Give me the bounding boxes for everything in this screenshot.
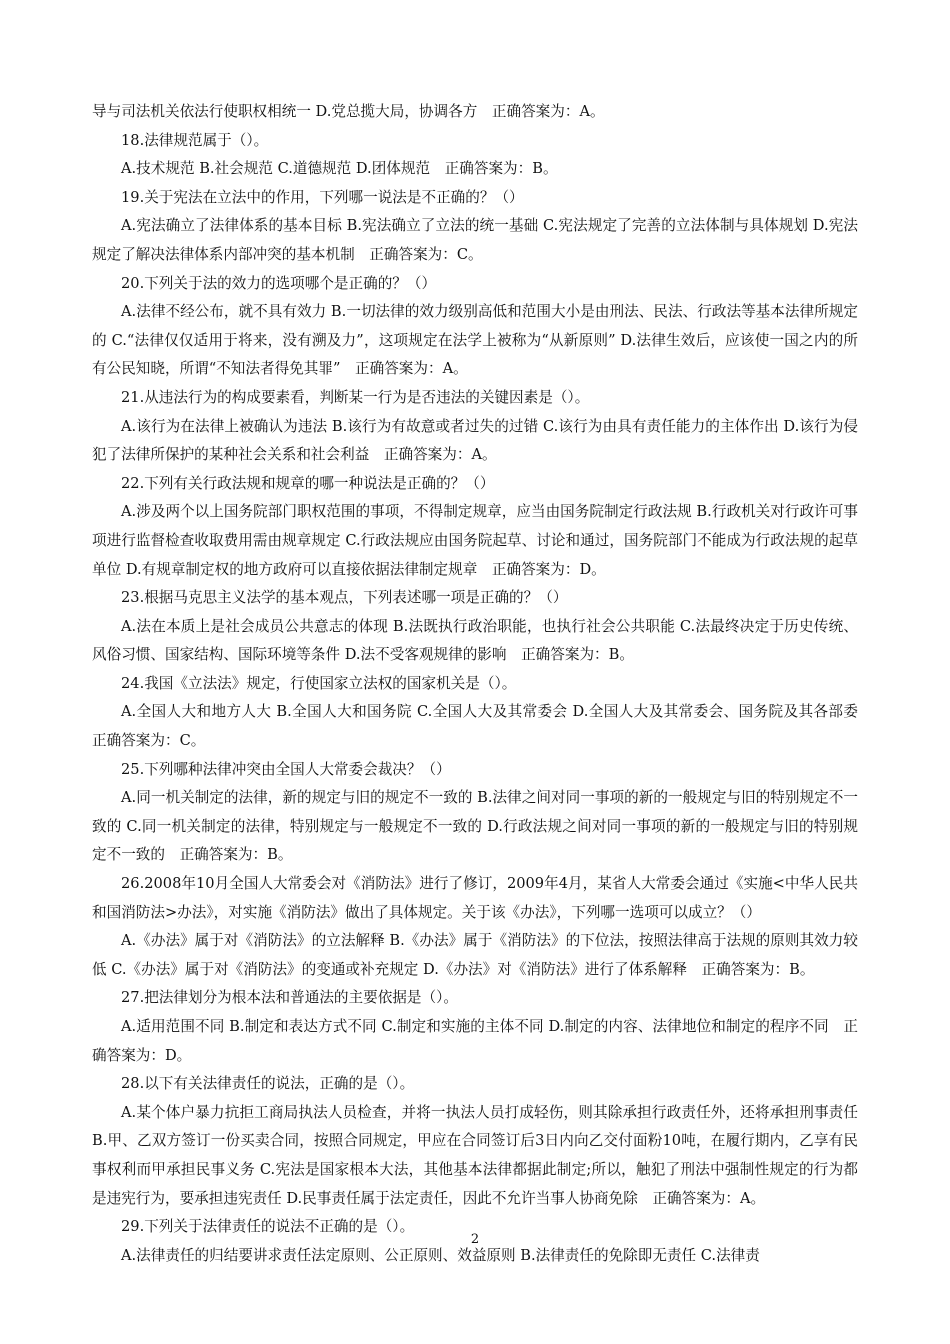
question-20: 20.下列关于法的效力的选项哪个是正确的？（） [121, 274, 437, 292]
question-21: 21.从违法行为的构成要素看，判断某一行为是否违法的关键因素是（）。 [121, 388, 590, 406]
question-22: 22.下列有关行政法规和规章的哪一种说法是正确的？（） [121, 474, 495, 492]
options-26: A.《办法》属于对《消防法》的立法解释 B.《办法》属于《消防法》的下位法，按照法律高于法规的原则其效力较低 C.《办法》属于对《消防法》的变通或补充规定 D.《办法》对《消防法》进行了体系解释 正确答案为：B。 [92, 932, 858, 978]
options-19: A.宪法确立了法律体系的基本目标 B.宪法确立了立法的统一基础 C.宪法规定了完善的立法体制与具体规划 D.宪法规定了解决法律体系内部冲突的基本机制 正确答案为：C。 [92, 217, 858, 263]
options-29: A.法律责任的归结要讲求责任法定原则、公正原则、效益原则 B.法律责任的免除即无责任 C.法律责 [121, 1246, 760, 1264]
question-24: 24.我国《立法法》规定，行使国家立法权的国家机关是（）。 [121, 674, 517, 692]
options-21: A.该行为在法律上被确认为违法 B.该行为有故意或者过失的过错 C.该行为由具有责任能力的主体作出 D.该行为侵犯了法律所保护的某种社会关系和社会利益 正确答案为：A。 [92, 417, 858, 464]
options-25: A.同一机关制定的法律，新的规定与旧的规定不一致的 B.法律之间对同一事项的新的一般规定与旧的特别规定不一致的 C.同一机关制定的法律，特别规定与一般规定不一致的 D.行政法规之间对同一事项的新的一般规定与旧的特别规定不一致的 正确答案为：B。 [92, 789, 858, 864]
options-24: A.全国人大和地方人大 B.全国人大和国务院 C.全国人大及其常委会 D.全国人大及其常委会、国务院及其各部委 正确答案为：C。 [92, 703, 873, 750]
question-25: 25.下列哪种法律冲突由全国人大常委会裁决？（） [121, 760, 451, 778]
question-27: 27.把法律划分为根本法和普通法的主要依据是（）。 [121, 989, 458, 1007]
page-number: 2 [470, 1232, 480, 1247]
question-26: 26.2008年10月全国人大常委会对《消防法》进行了修订，2009年4月，某省人大常委会通过《实施<中华人民共和国消防法>办法》，对实施《消防法》做出了具体规定。关于该《办法》，下列哪一选项可以成立？（） [92, 875, 858, 921]
paragraph: 导与司法机关依法行使职权相统一 D.党总揽大局，协调各方 正确答案为：A。 [92, 103, 605, 120]
question-23: 23.根据马克思主义法学的基本观点，下列表述哪一项是正确的？（） [121, 589, 568, 607]
options-18: A.技术规范 B.社会规范 C.道德规范 D.团体规范 正确答案为：B。 [121, 160, 558, 178]
question-19: 19.关于宪法在立法中的作用，下列哪一说法是不正确的？（） [121, 188, 524, 206]
question-18: 18.法律规范属于（）。 [121, 131, 269, 149]
options-22: A.涉及两个以上国务院部门职权范围的事项，不得制定规章，应当由国务院制定行政法规 B.行政机关对行政许可事项进行监督检查收取费用需由规章规定 C.行政法规应由国务院起草、讨论和通过，国务院部门不能成为行政法规的起草单位 D.有规章制定权的地方政府可以直接依据法律制定规章 正确答案为：D。 [92, 503, 858, 578]
question-28: 28.以下有关法律责任的说法，正确的是（）。 [121, 1075, 415, 1093]
question-29: 29.下列关于法律责任的说法不正确的是（）。 [121, 1218, 415, 1236]
options-23: A.法在本质上是社会成员公共意志的体现 B.法既执行政治职能，也执行社会公共职能 C.法最终决定于历史传统、风俗习惯、国家结构、国际环境等条件 D.法不受客观规律的影响 正确答案为：B。 [92, 617, 858, 664]
options-28: A.某个体户暴力抗拒工商局执法人员检查，并将一执法人员打成轻伤，则其除承担行政责任外，还将承担刑事责任 B.甲、乙双方签订一份买卖合同，按照合同规定，甲应在合同签订后3日内向乙交付面粉10吨，在履行期内，乙享有民事权利而甲承担民事义务 C.宪法是国家根本大法，其他基本法律都据此制定;所以，触犯了刑法中强制性规定的行为都是违宪行为，要承担违宪责任 D.民事责任属于法定责任，因此不允许当事人协商免除 正确答案为：A。 [92, 1103, 858, 1207]
options-20: A.法律不经公布，就不具有效力 B.一切法律的效力级别高低和范围大小是由刑法、民法、行政法等基本法律所规定的 C.“法律仅仅适用于将来，没有溯及力”，这项规定在法学上被称为“从新原则” D.法律生效后，应该使一国之内的所有公民知晓，所谓“不知法者得免其罪” 正确答案为：A。 [92, 303, 858, 378]
document-body [92, 98, 873, 1270]
options-27: A.适用范围不同 B.制定和表达方式不同 C.制定和实施的主体不同 D.制定的内容、法律地位和制定的程序不同 正确答案为：D。 [92, 1018, 858, 1064]
